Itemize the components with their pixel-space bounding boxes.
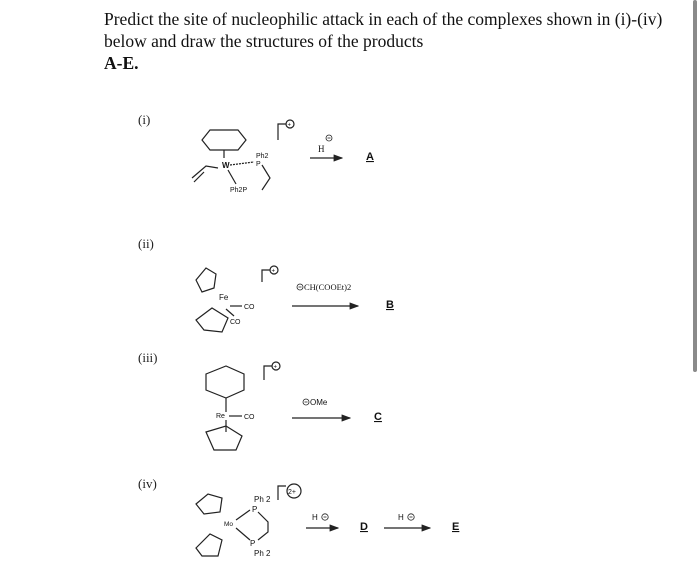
part-label-iii: (iii) xyxy=(138,350,158,365)
product-b: B xyxy=(386,299,394,311)
ring-ii-top xyxy=(196,268,216,292)
arene-ring-i xyxy=(202,130,246,150)
part-label-ii: (ii) xyxy=(138,236,154,251)
question-body: Predict the site of nucleophilic attack in each of the complexes shown in (i)-(iv) below and draw the structures of the products xyxy=(104,9,663,51)
question-products: A-E. xyxy=(104,53,139,73)
ligand-ph2-top-i: Ph2 xyxy=(256,153,269,160)
metal-w: W xyxy=(222,161,230,170)
nucleophile-i: H xyxy=(318,144,325,154)
product-e: E xyxy=(452,521,460,533)
cp-ring-iii xyxy=(206,426,242,450)
ligand-ph2-top-iv: Ph 2 xyxy=(254,495,271,504)
svg-text:+: + xyxy=(271,268,276,275)
p-bottom-iv: P xyxy=(250,539,256,548)
co-ligand-ii-2: CO xyxy=(230,319,241,326)
metal-fe: Fe xyxy=(219,293,229,302)
product-a: A xyxy=(366,151,374,163)
metal-mo: Mo xyxy=(224,521,234,528)
arene-ring-iii xyxy=(206,366,244,398)
nucleophile-iv: H xyxy=(312,513,318,522)
complex-iv xyxy=(196,484,301,558)
complex-iii xyxy=(206,362,280,450)
product-c: C xyxy=(374,411,382,423)
ligand-ph2-bottom-iv: Ph 2 xyxy=(254,549,271,558)
svg-text:P: P xyxy=(256,161,261,168)
svg-text:+: + xyxy=(273,364,278,371)
ligand-ph2p-i: Ph2P xyxy=(230,187,248,194)
co-ligand-ii-1: CO xyxy=(244,304,255,311)
arrow-i xyxy=(310,135,342,158)
ring-iv-top xyxy=(196,494,222,514)
part-label-iv: (iv) xyxy=(138,476,157,491)
arrow-iv-2 xyxy=(384,513,430,528)
arrow-ii xyxy=(292,282,358,306)
scrollbar-thumb[interactable] xyxy=(693,0,697,372)
charge-iv-label: 2+ xyxy=(288,489,296,496)
svg-text:+: + xyxy=(287,122,292,129)
ring-ii-bottom xyxy=(196,308,228,332)
product-d: D xyxy=(360,521,368,533)
nucleophile-ii: CH(COOEt)2 xyxy=(304,282,352,292)
ring-iv-bottom xyxy=(196,534,222,556)
co-ligand-iii: CO xyxy=(244,414,255,421)
complex-i xyxy=(192,120,294,194)
arrow-iv-1 xyxy=(306,513,338,528)
arrow-iii xyxy=(292,398,350,418)
part-label-i: (i) xyxy=(138,112,151,127)
metal-re: Re xyxy=(216,413,225,420)
scrollbar-track[interactable] xyxy=(690,0,700,577)
p-top-iv: P xyxy=(252,505,258,514)
nucleophile-iii: OMe xyxy=(310,398,328,407)
reagent-iv-2: H xyxy=(398,513,404,522)
complex-ii xyxy=(196,266,278,332)
